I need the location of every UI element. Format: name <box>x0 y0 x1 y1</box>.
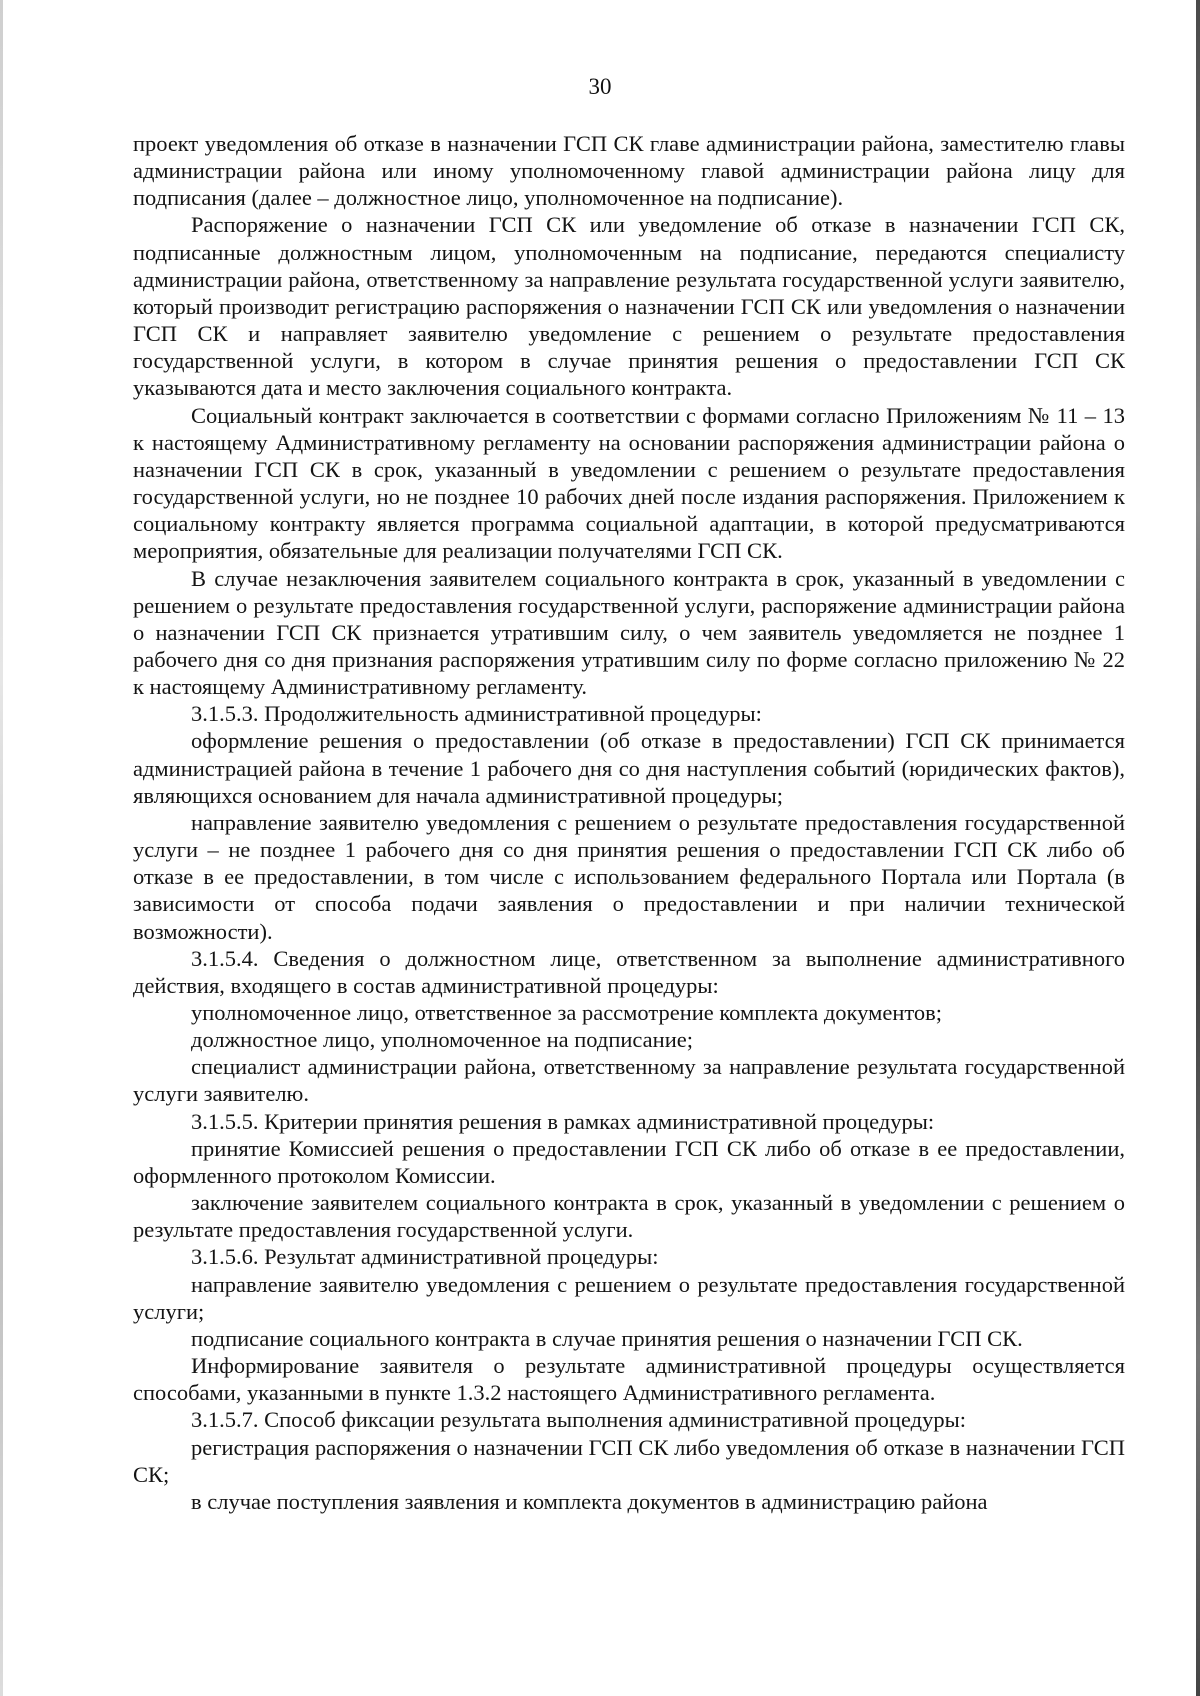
paragraph-16: направление заявителю уведомления с решением о результате предоставления государственной услуги; <box>133 1271 1125 1324</box>
paragraph-17: подписание социального контракта в случае принятия решения о назначении ГСП СК. <box>191 1325 1023 1351</box>
section-heading-3-1-5-5: 3.1.5.5. Критерии принятия решения в рамках административной процедуры: <box>191 1108 935 1134</box>
paragraph-18: Информирование заявителя о результате административной процедуры осуществляется способами, указанными в пункте 1.3.2 настоящего Административного регламента. <box>133 1353 1125 1406</box>
paragraph-2: Распоряжение о назначении ГСП СК или уведомление об отказе в назначении ГСП СК, подписанные должностным лицом, уполномоченным на подписание, передаются специалисту администрации района, ответственному за направление результата государственной услуги заявителю, который производит регистрацию распоряжения о назначении ГСП СК или уведомления о назначении ГСП СК и направляет заявителю уведомление с решением о результате предоставления государственной услуги, в котором в случае принятия решения о предоставлении ГСП СК указываются дата и место заключения социального контракта. <box>133 212 1125 401</box>
paragraph-7: направление заявителю уведомления с решением о результате предоставления государственной услуги – не позднее 1 рабочего дня со дня принятия решения о предоставлении ГСП СК либо об отказе в ее предоставлении, в том числе с использованием федерального Портала или Портала (в зависимости от способа подачи заявления о предоставлении и при наличии технической возможности). <box>133 809 1125 944</box>
paragraph-3: Социальный контракт заключается в соответствии с формами согласно Приложениям № 11 – 13 к настоящему Административному регламенту на основании распоряжения администрации района о назначении ГСП СК в срок, указанный в уведомлении с решением о результате предоставления государственной услуги, но не позднее 10 рабочих дней после издания распоряжения. Приложением к социальному контракту является программа социальной адаптации, в которой предусматриваются мероприятия, обязательные для реализации получателями ГСП СК. <box>133 402 1125 564</box>
paragraph-4: В случае незаключения заявителем социального контракта в срок, указанный в уведомлении с решением о результате предоставления государственной услуги, распоряжение администрации района о назначении ГСП СК признается утратившим силу, о чем заявитель уведомляется не позднее 1 рабочего дня со дня признания распоряжения утратившим силу по форме согласно приложению № 22 к настоящему Административному регламенту. <box>133 565 1125 700</box>
paragraph-20: регистрация распоряжения о назначении ГСП СК либо уведомления об отказе в назначении ГСП СК; <box>133 1434 1125 1487</box>
section-heading-3-1-5-6: 3.1.5.6. Результат административной процедуры: <box>191 1244 659 1270</box>
document-body <box>133 130 1125 1515</box>
paragraph-10: должностное лицо, уполномоченное на подписание; <box>191 1027 693 1053</box>
section-heading-3-1-5-4: 3.1.5.4. Сведения о должностном лице, ответственном за выполнение административного действия, входящего в состав административной процедуры: <box>133 945 1125 998</box>
paragraph-11: специалист администрации района, ответственному за направление результата государственной услуги заявителю. <box>133 1054 1125 1107</box>
section-heading-3-1-5-3: 3.1.5.3. Продолжительность административной процедуры: <box>191 701 762 727</box>
paragraph-6: оформление решения о предоставлении (об отказе в предоставлении) ГСП СК принимается администрацией района в течение 1 рабочего дня со дня наступления событий (юридических фактов), являющихся основанием для начала административной процедуры; <box>133 728 1125 808</box>
paragraph-9: уполномоченное лицо, ответственное за рассмотрение комплекта документов; <box>191 1000 943 1025</box>
scan-edge-left <box>0 0 3 1696</box>
paragraph-1: проект уведомления об отказе в назначении ГСП СК главе администрации района, заместителю главы администрации района или иному уполномоченному главой администрации района лицу для подписания (далее – должностное лицо, уполномоченное на подписание). <box>133 131 1125 211</box>
paragraph-14: заключение заявителем социального контракта в срок, указанный в уведомлении с решением о результате предоставления государственной услуги. <box>133 1190 1125 1243</box>
paragraph-21: в случае поступления заявления и комплекта документов в администрацию района <box>191 1488 988 1514</box>
scan-edge-right <box>1196 0 1200 1696</box>
section-heading-3-1-5-7: 3.1.5.7. Способ фиксации результата выполнения административной процедуры: <box>191 1407 966 1433</box>
paragraph-13: принятие Комиссией решения о предоставлении ГСП СК либо об отказе в ее предоставлении, оформленного протоколом Комиссии. <box>133 1135 1125 1188</box>
page-number: 30 <box>588 74 612 99</box>
